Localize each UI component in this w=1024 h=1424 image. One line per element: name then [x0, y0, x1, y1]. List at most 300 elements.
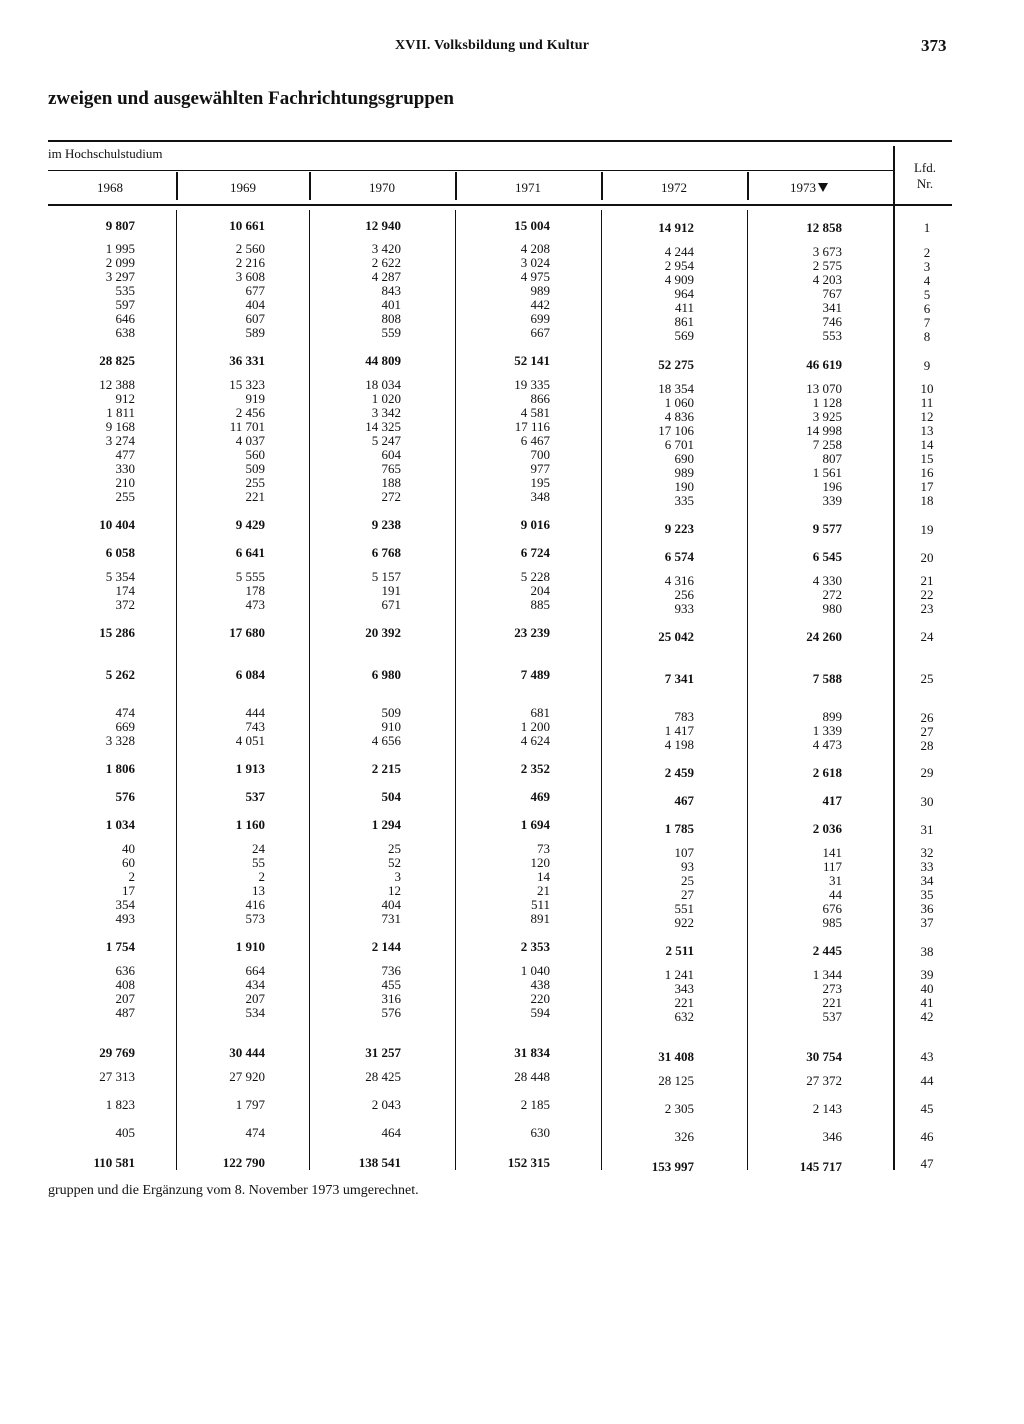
row-number: 16 [920, 465, 934, 480]
table-cell: 899 [822, 709, 842, 724]
table-cell: 204 [530, 583, 550, 598]
row-number: 44 [920, 1073, 934, 1088]
table-cell: 60 [122, 855, 135, 870]
table-cell: 25 [388, 841, 401, 856]
table-cell: 677 [245, 283, 265, 298]
column-divider [747, 172, 749, 200]
table-cell: 1 913 [235, 761, 265, 776]
row-number: 4 [923, 273, 931, 288]
table-cell: 1 806 [105, 761, 135, 776]
table-cell: 18 034 [365, 377, 401, 392]
table-cell: 6 701 [664, 437, 694, 452]
table-cell: 31 [829, 873, 842, 888]
row-number: 12 [920, 409, 934, 424]
nr-header: Nr. [916, 176, 934, 191]
table-cell: 985 [822, 915, 842, 930]
lfd-header: Lfd. [913, 160, 937, 175]
row-number: 37 [920, 915, 934, 930]
table-cell: 17 106 [658, 423, 694, 438]
table-cell: 14 912 [658, 220, 694, 235]
column-divider [747, 210, 748, 1170]
row-number: 6 [923, 301, 931, 316]
table-cell: 417 [822, 793, 842, 808]
table-cell: 808 [381, 311, 401, 326]
table-cell: 191 [381, 583, 401, 598]
table-cell: 24 [252, 841, 265, 856]
table-cell: 335 [674, 493, 694, 508]
table-cell: 765 [381, 461, 401, 476]
table-cell: 594 [530, 1005, 550, 1020]
table-cell: 24 260 [806, 629, 842, 644]
table-cell: 14 [537, 869, 550, 884]
table-cell: 40 [122, 841, 135, 856]
table-cell: 5 262 [105, 667, 135, 682]
table-cell: 2 622 [371, 255, 401, 270]
table-cell: 20 392 [365, 625, 401, 640]
row-number: 2 [923, 245, 931, 260]
table-cell: 743 [245, 719, 265, 734]
table-cell: 891 [530, 911, 550, 926]
table-cell: 630 [530, 1125, 550, 1140]
table-cell: 511 [530, 897, 550, 912]
table-cell: 589 [245, 325, 265, 340]
table-cell: 3 420 [371, 241, 401, 256]
table-cell: 348 [530, 489, 550, 504]
table-cell: 55 [252, 855, 265, 870]
table-cell: 44 809 [365, 353, 401, 368]
row-number: 3 [923, 259, 931, 274]
table-cell: 52 141 [514, 353, 550, 368]
table-cell: 604 [381, 447, 401, 462]
row-number: 41 [920, 995, 934, 1010]
table-cell: 1 160 [235, 817, 265, 832]
row-number: 35 [920, 887, 934, 902]
table-cell: 9 429 [235, 517, 265, 532]
table-cell: 576 [115, 789, 135, 804]
row-number: 1 [923, 220, 931, 235]
table-cell: 5 157 [371, 569, 401, 584]
table-cell: 30 444 [229, 1045, 265, 1060]
table-cell: 922 [674, 915, 694, 930]
table-cell: 731 [381, 911, 401, 926]
table-cell: 4 316 [664, 573, 694, 588]
table-cell: 190 [674, 479, 694, 494]
table-cell: 4 037 [235, 433, 265, 448]
table-cell: 1 561 [812, 465, 842, 480]
table-cell: 122 790 [222, 1155, 265, 1170]
table-cell: 408 [115, 977, 135, 992]
table-cell: 1 811 [106, 405, 135, 420]
table-cell: 4 909 [664, 272, 694, 287]
table-cell: 843 [381, 283, 401, 298]
table-cell: 17 116 [514, 419, 550, 434]
table-cell: 6 574 [664, 549, 694, 564]
table-cell: 405 [115, 1125, 135, 1140]
table-cell: 25 [681, 873, 694, 888]
table-cell: 401 [381, 297, 401, 312]
table-cell: 4 287 [371, 269, 401, 284]
column-divider [601, 172, 603, 200]
table-cell: 1 995 [105, 241, 135, 256]
table-cell: 4 473 [812, 737, 842, 752]
table-cell: 221 [245, 489, 265, 504]
table-cell: 636 [115, 963, 135, 978]
section-rule [48, 170, 893, 171]
table-cell: 1 785 [664, 821, 694, 836]
table-cell: 73 [537, 841, 550, 856]
table-cell: 477 [115, 447, 135, 462]
table-cell: 9 238 [371, 517, 401, 532]
table-cell: 330 [115, 461, 135, 476]
table-cell: 174 [115, 583, 135, 598]
table-cell: 4 330 [812, 573, 842, 588]
table-top-rule [48, 140, 952, 142]
table-cell: 272 [822, 587, 842, 602]
row-number: 30 [920, 794, 934, 809]
table-cell: 569 [674, 328, 694, 343]
table-cell: 6 641 [235, 545, 265, 560]
table-cell: 3 925 [812, 409, 842, 424]
table-cell: 551 [674, 901, 694, 916]
table-cell: 4 836 [664, 409, 694, 424]
table-cell: 195 [530, 475, 550, 490]
table-cell: 107 [674, 845, 694, 860]
row-number: 39 [920, 967, 934, 982]
section-label: im Hochschulstudium [48, 146, 163, 161]
table-cell: 27 [681, 887, 694, 902]
table-cell: 783 [674, 709, 694, 724]
row-number: 42 [920, 1009, 934, 1024]
table-cell: 255 [245, 475, 265, 490]
table-cell: 18 354 [658, 381, 694, 396]
running-title: XVII. Volksbildung und Kultur [395, 38, 590, 53]
table-cell: 110 581 [93, 1155, 135, 1170]
table-cell: 6 768 [371, 545, 401, 560]
table-cell: 273 [822, 981, 842, 996]
row-number: 10 [920, 381, 934, 396]
table-cell: 9 016 [520, 517, 550, 532]
page-number: 373 [921, 36, 947, 55]
table-cell: 188 [381, 475, 401, 490]
table-cell: 553 [822, 328, 842, 343]
table-cell: 343 [674, 981, 694, 996]
table-cell: 28 425 [365, 1069, 401, 1084]
table-cell: 3 024 [520, 255, 550, 270]
table-cell: 910 [381, 719, 401, 734]
row-number: 24 [920, 629, 934, 644]
table-cell: 10 661 [229, 218, 265, 233]
table-cell: 4 581 [520, 405, 550, 420]
table-cell: 767 [822, 286, 842, 301]
table-cell: 25 042 [658, 629, 694, 644]
table-cell: 1 417 [664, 723, 694, 738]
table-cell: 632 [674, 1009, 694, 1024]
table-cell: 1 694 [520, 817, 550, 832]
row-number: 22 [920, 587, 934, 602]
table-cell: 3 342 [371, 405, 401, 420]
table-cell: 221 [822, 995, 842, 1010]
table-cell: 12 858 [806, 220, 842, 235]
table-cell: 4 656 [371, 733, 401, 748]
table-cell: 210 [115, 475, 135, 490]
table-cell: 27 313 [99, 1069, 135, 1084]
table-cell: 700 [530, 447, 550, 462]
table-cell: 27 372 [806, 1073, 842, 1088]
table-cell: 933 [674, 601, 694, 616]
year-header: 1970 [369, 180, 395, 195]
table-cell: 534 [245, 1005, 265, 1020]
table-cell: 17 680 [229, 625, 265, 640]
table-cell: 487 [115, 1005, 135, 1020]
table-cell: 1 034 [105, 817, 135, 832]
row-number: 23 [920, 601, 934, 616]
row-number: 47 [920, 1156, 934, 1171]
table-cell: 3 [394, 869, 401, 884]
table-cell: 13 070 [806, 381, 842, 396]
row-number: 11 [920, 395, 934, 410]
table-cell: 669 [115, 719, 135, 734]
row-number: 33 [920, 859, 934, 874]
table-cell: 5 354 [105, 569, 135, 584]
table-cell: 339 [822, 493, 842, 508]
table-cell: 2 144 [371, 939, 401, 954]
table-cell: 3 274 [105, 433, 135, 448]
table-cell: 467 [674, 793, 694, 808]
table-cell: 28 448 [514, 1069, 550, 1084]
table-cell: 4 624 [520, 733, 550, 748]
table-cell: 178 [245, 583, 265, 598]
table-cell: 152 315 [507, 1155, 550, 1170]
table-cell: 372 [115, 597, 135, 612]
table-cell: 474 [245, 1125, 265, 1140]
table-cell: 576 [381, 1005, 401, 1020]
table-cell: 560 [245, 447, 265, 462]
table-cell: 1 797 [235, 1097, 265, 1112]
table-cell: 6 058 [105, 545, 135, 560]
table-cell: 411 [674, 300, 694, 315]
column-divider [455, 210, 456, 1170]
table-cell: 2 215 [371, 761, 401, 776]
table-cell: 1 910 [235, 939, 265, 954]
row-number: 5 [923, 287, 931, 302]
column-divider [601, 210, 602, 1170]
table-cell: 17 [122, 883, 135, 898]
table-cell: 885 [530, 597, 550, 612]
table-cell: 404 [381, 897, 401, 912]
row-number: 28 [920, 738, 934, 753]
table-cell: 11 701 [229, 419, 265, 434]
row-number: 43 [920, 1049, 934, 1064]
table-cell: 15 323 [229, 377, 265, 392]
table-cell: 1 200 [520, 719, 550, 734]
table-cell: 1 020 [371, 391, 401, 406]
table-cell: 30 754 [806, 1049, 842, 1064]
row-number: 17 [920, 479, 934, 494]
table-cell: 7 588 [812, 671, 842, 686]
table-cell: 455 [381, 977, 401, 992]
table-cell: 354 [115, 897, 135, 912]
table-cell: 256 [674, 587, 694, 602]
table-cell: 2 352 [520, 761, 550, 776]
table-cell: 15 286 [99, 625, 135, 640]
table-cell: 220 [530, 991, 550, 1006]
table-cell: 2 456 [235, 405, 265, 420]
table-cell: 493 [115, 911, 135, 926]
row-number: 46 [920, 1129, 934, 1144]
table-cell: 537 [822, 1009, 842, 1024]
table-cell: 1 754 [105, 939, 135, 954]
column-divider [893, 146, 895, 1170]
row-number: 38 [920, 944, 934, 959]
table-cell: 93 [681, 859, 694, 874]
table-cell: 2 043 [371, 1097, 401, 1112]
row-number: 21 [920, 573, 934, 588]
row-number: 20 [920, 550, 934, 565]
table-cell: 12 940 [365, 218, 401, 233]
table-cell: 141 [822, 845, 842, 860]
table-cell: 6 467 [520, 433, 550, 448]
table-cell: 6 084 [235, 667, 265, 682]
table-cell: 2 036 [812, 821, 842, 836]
row-number: 9 [923, 358, 931, 373]
table-cell: 638 [115, 325, 135, 340]
table-cell: 2 511 [665, 943, 694, 958]
row-number: 26 [920, 710, 934, 725]
table-cell: 989 [674, 465, 694, 480]
table-cell: 31 408 [658, 1049, 694, 1064]
table-cell: 964 [674, 286, 694, 301]
table-cell: 607 [245, 311, 265, 326]
table-cell: 474 [115, 705, 135, 720]
table-cell: 597 [115, 297, 135, 312]
table-cell: 5 555 [235, 569, 265, 584]
table-cell: 2 954 [664, 258, 694, 273]
table-cell: 221 [674, 995, 694, 1010]
table-cell: 444 [245, 705, 265, 720]
table-cell: 559 [381, 325, 401, 340]
table-cell: 2 099 [105, 255, 135, 270]
table-cell: 464 [381, 1125, 401, 1140]
table-cell: 3 673 [812, 244, 842, 259]
table-cell: 919 [245, 391, 265, 406]
table-cell: 6 980 [371, 667, 401, 682]
table-cell: 31 834 [514, 1045, 550, 1060]
table-cell: 12 388 [99, 377, 135, 392]
row-number: 40 [920, 981, 934, 996]
table-cell: 44 [829, 887, 842, 902]
column-divider [309, 172, 311, 200]
table-cell: 416 [245, 897, 265, 912]
table-cell: 504 [381, 789, 401, 804]
table-cell: 4 051 [235, 733, 265, 748]
table-cell: 989 [530, 283, 550, 298]
table-cell: 28 825 [99, 353, 135, 368]
table-cell: 5 228 [520, 569, 550, 584]
table-cell: 2 216 [235, 255, 265, 270]
table-cell: 12 [388, 883, 401, 898]
table-cell: 664 [245, 963, 265, 978]
table-cell: 207 [245, 991, 265, 1006]
table-cell: 690 [674, 451, 694, 466]
table-cell: 3 328 [105, 733, 135, 748]
table-cell: 10 404 [99, 517, 135, 532]
table-cell: 404 [245, 297, 265, 312]
table-cell: 21 [537, 883, 550, 898]
year-header: 1969 [230, 180, 256, 195]
table-cell: 681 [530, 705, 550, 720]
table-cell: 980 [822, 601, 842, 616]
row-number: 15 [920, 451, 934, 466]
header-bottom-rule [48, 204, 952, 206]
table-cell: 23 239 [514, 625, 550, 640]
table-cell: 676 [822, 901, 842, 916]
table-cell: 4 208 [520, 241, 550, 256]
table-cell: 469 [530, 789, 550, 804]
table-cell: 7 258 [812, 437, 842, 452]
table-cell: 9 168 [105, 419, 135, 434]
row-number: 31 [920, 822, 934, 837]
table-cell: 2 560 [235, 241, 265, 256]
table-cell: 2 [258, 869, 265, 884]
table-cell: 3 297 [105, 269, 135, 284]
table-cell: 977 [530, 461, 550, 476]
table-cell: 14 998 [806, 423, 842, 438]
table-cell: 535 [115, 283, 135, 298]
table-cell: 326 [674, 1129, 694, 1144]
row-number: 29 [920, 765, 934, 780]
table-cell: 316 [381, 991, 401, 1006]
row-number: 25 [920, 671, 934, 686]
table-cell: 196 [822, 479, 842, 494]
footnote-triangle-icon [818, 183, 828, 192]
table-cell: 861 [674, 314, 694, 329]
table-cell: 2 143 [812, 1101, 842, 1116]
table-cell: 509 [245, 461, 265, 476]
table-cell: 120 [530, 855, 550, 870]
table-cell: 442 [530, 297, 550, 312]
footnote: gruppen und die Ergänzung vom 8. November 1973 umgerechnet. [48, 1183, 419, 1198]
table-cell: 1 294 [371, 817, 401, 832]
table-cell: 1 040 [520, 963, 550, 978]
table-cell: 19 335 [514, 377, 550, 392]
table-cell: 537 [245, 789, 265, 804]
table-cell: 14 325 [365, 419, 401, 434]
table-cell: 2 305 [664, 1101, 694, 1116]
table-cell: 255 [115, 489, 135, 504]
table-cell: 6 545 [812, 549, 842, 564]
table-cell: 52 [388, 855, 401, 870]
column-divider [455, 172, 457, 200]
column-divider [309, 210, 310, 1170]
table-cell: 145 717 [799, 1159, 842, 1174]
year-header: 1971 [515, 180, 541, 195]
table-cell: 1 339 [812, 723, 842, 738]
table-cell: 9 577 [812, 521, 842, 536]
table-cell: 473 [245, 597, 265, 612]
row-number: 32 [920, 845, 934, 860]
table-cell: 646 [115, 311, 135, 326]
row-number: 14 [920, 437, 934, 452]
table-cell: 341 [822, 300, 842, 315]
table-cell: 9 807 [105, 218, 135, 233]
table-cell: 36 331 [229, 353, 265, 368]
table-subtitle: zweigen und ausgewählten Fachrichtungsgruppen [48, 88, 454, 109]
year-header: 1968 [97, 180, 123, 195]
table-cell: 2 353 [520, 939, 550, 954]
table-cell: 671 [381, 597, 401, 612]
table-cell: 153 997 [651, 1159, 694, 1174]
table-cell: 207 [115, 991, 135, 1006]
